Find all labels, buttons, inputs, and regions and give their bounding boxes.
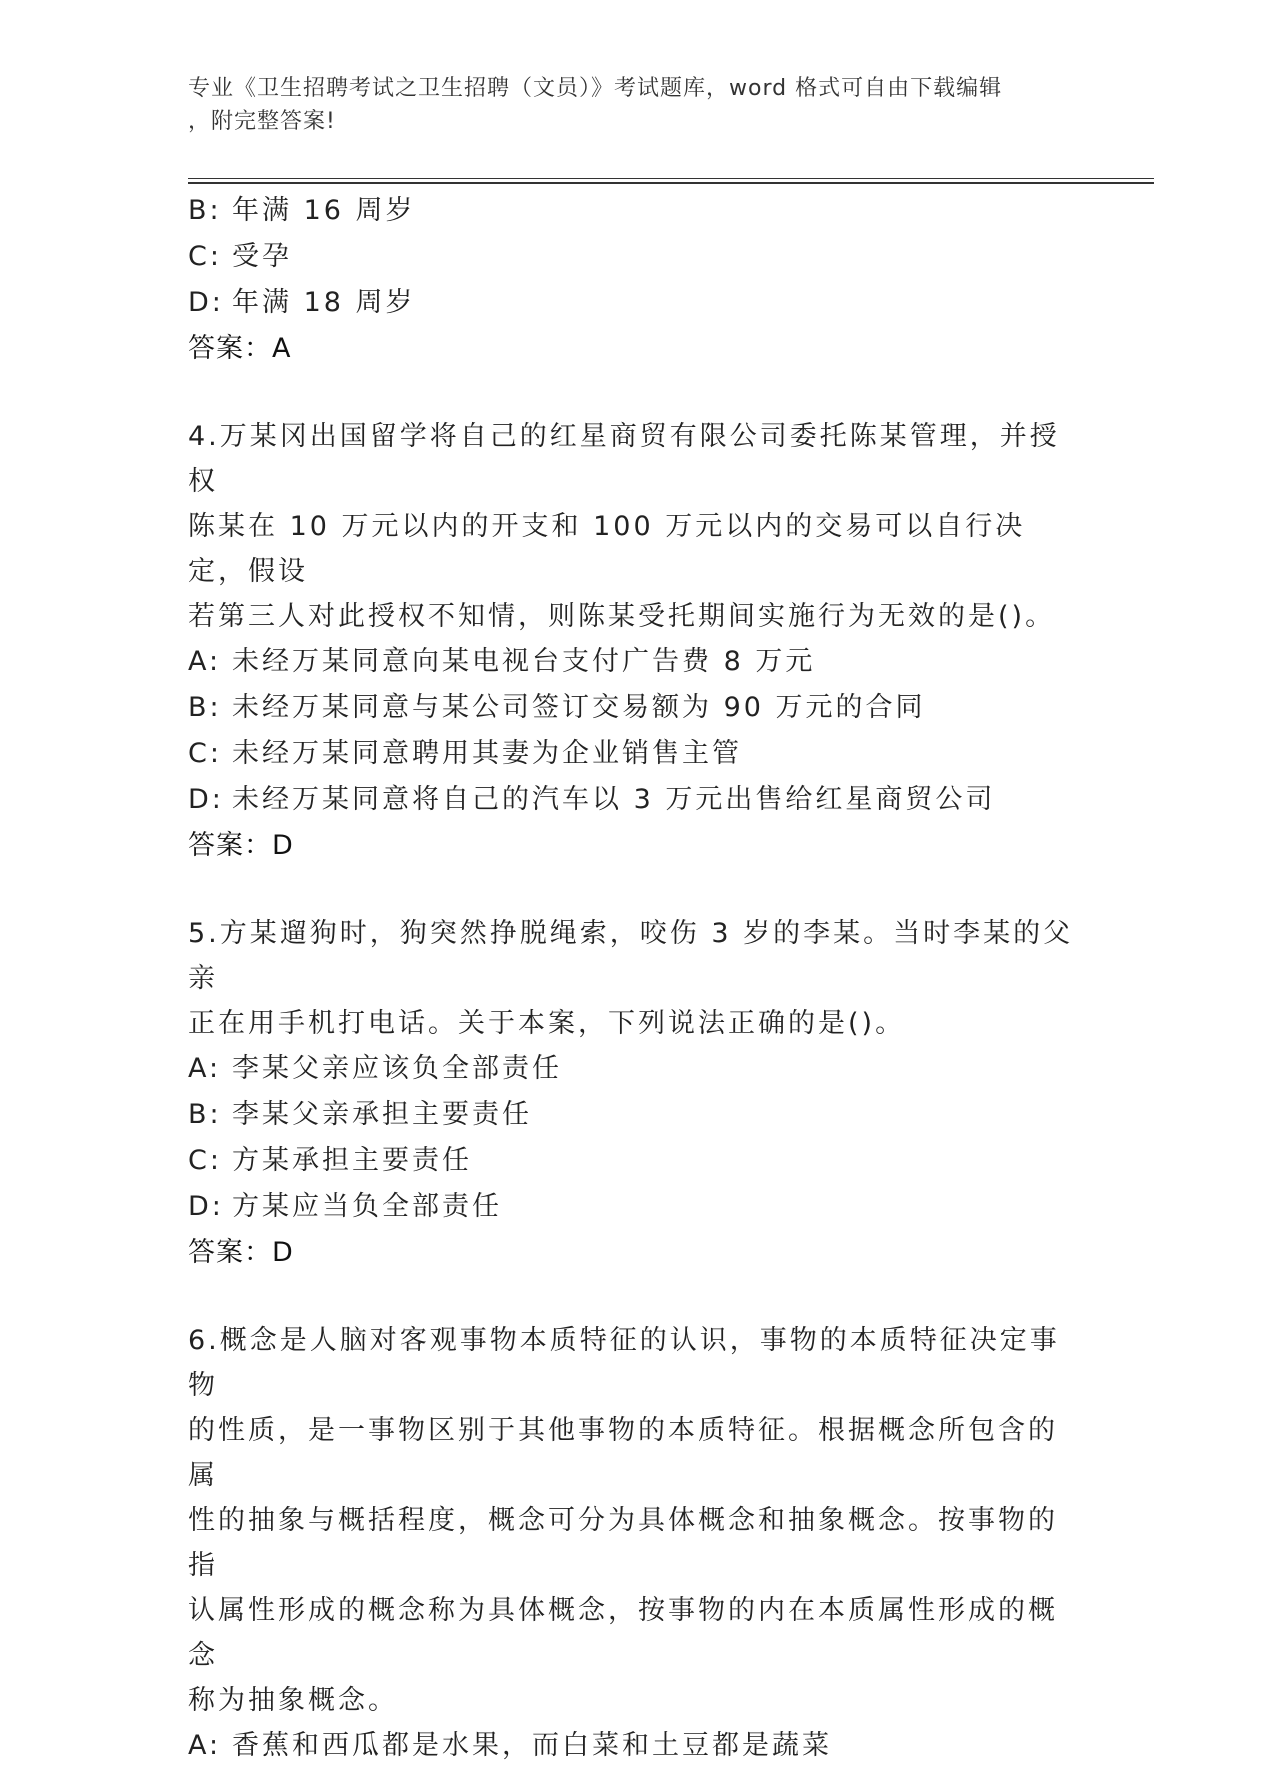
option-key: A:: [188, 1053, 222, 1084]
header-line-2: ，附完整答案!: [188, 109, 336, 134]
option-text: 李某父亲应该负全部责任: [232, 1053, 562, 1084]
answer-line: 答案：A: [188, 333, 292, 364]
option-text: 年满 18 周岁: [232, 287, 416, 318]
question-5: [188, 911, 1078, 1276]
option-key: C:: [188, 738, 222, 769]
question-text-line: 认属性形成的概念称为具体概念，按事物的内在本质属性形成的概念: [188, 1595, 1058, 1671]
option-a: [188, 1723, 1078, 1769]
option-key: D:: [188, 784, 224, 815]
question-text-line: 6.概念是人脑对客观事物本质特征的认识，事物的本质特征决定事物: [188, 1325, 1060, 1401]
divider-thick-line: [188, 182, 1154, 184]
option-key: B:: [188, 692, 222, 723]
option-text: 李某父亲承担主要责任: [232, 1099, 532, 1130]
answer-line: 答案：D: [188, 1237, 294, 1268]
question-text-line: 称为抽象概念。: [188, 1685, 398, 1716]
option-key: D:: [188, 287, 224, 318]
option-key: A:: [188, 646, 222, 677]
option-b: [188, 685, 1078, 731]
option-text: 未经万某同意向某电视台支付广告费 8 万元: [232, 646, 816, 677]
option-key: B:: [188, 195, 222, 226]
option-d: [188, 1184, 1078, 1230]
question-text-line: 的性质，是一事物区别于其他事物的本质特征。根据概念所包含的属: [188, 1415, 1058, 1491]
header-divider: [188, 178, 1154, 184]
header-line-1: 专业《卫生招聘考试之卫生招聘（文员）》考试题库，word 格式可自由下载编辑: [188, 76, 1003, 101]
option-key: B:: [188, 1099, 222, 1130]
option-a: [188, 639, 1078, 685]
option-key: C:: [188, 241, 222, 272]
question-3-continuation: [188, 188, 1078, 372]
option-c: [188, 1138, 1078, 1184]
option-text: 方某承担主要责任: [232, 1145, 472, 1176]
question-text-line: 陈某在 10 万元以内的开支和 100 万元以内的交易可以自行决定，假设: [188, 511, 1026, 587]
option-text: 方某应当负全部责任: [232, 1191, 502, 1222]
answer-line: 答案：D: [188, 830, 294, 861]
option-c: [188, 731, 1078, 777]
divider-thin-line: [188, 178, 1154, 179]
option-text: 受孕: [232, 241, 292, 272]
question-text-line: 若第三人对此授权不知情，则陈某受托期间实施行为无效的是()。: [188, 601, 1056, 632]
page-header: [188, 72, 1078, 138]
option-d: [188, 280, 1078, 326]
option-a: [188, 1046, 1078, 1092]
option-text: 年满 16 周岁: [232, 195, 416, 226]
option-text: 未经万某同意将自己的汽车以 3 万元出售给红星商贸公司: [232, 784, 996, 815]
option-key: D:: [188, 1191, 224, 1222]
question-text-line: 5.方某遛狗时，狗突然挣脱绳索，咬伤 3 岁的李某。当时李某的父亲: [188, 918, 1074, 994]
option-d: [188, 777, 1078, 823]
question-text-line: 正在用手机打电话。关于本案，下列说法正确的是()。: [188, 1008, 906, 1039]
option-b: [188, 1092, 1078, 1138]
document-content: [188, 188, 1078, 1769]
option-text: 未经万某同意聘用其妻为企业销售主管: [232, 738, 742, 769]
option-key: C:: [188, 1145, 222, 1176]
option-text: 香蕉和西瓜都是水果，而白菜和土豆都是蔬菜: [232, 1730, 832, 1761]
option-key: A:: [188, 1730, 222, 1761]
option-c: [188, 234, 1078, 280]
option-b: [188, 188, 1078, 234]
question-4: [188, 414, 1078, 869]
question-6: [188, 1318, 1078, 1769]
question-text-line: 4.万某冈出国留学将自己的红星商贸有限公司委托陈某管理，并授权: [188, 421, 1060, 497]
question-text-line: 性的抽象与概括程度，概念可分为具体概念和抽象概念。按事物的指: [188, 1505, 1058, 1581]
option-text: 未经万某同意与某公司签订交易额为 90 万元的合同: [232, 692, 926, 723]
